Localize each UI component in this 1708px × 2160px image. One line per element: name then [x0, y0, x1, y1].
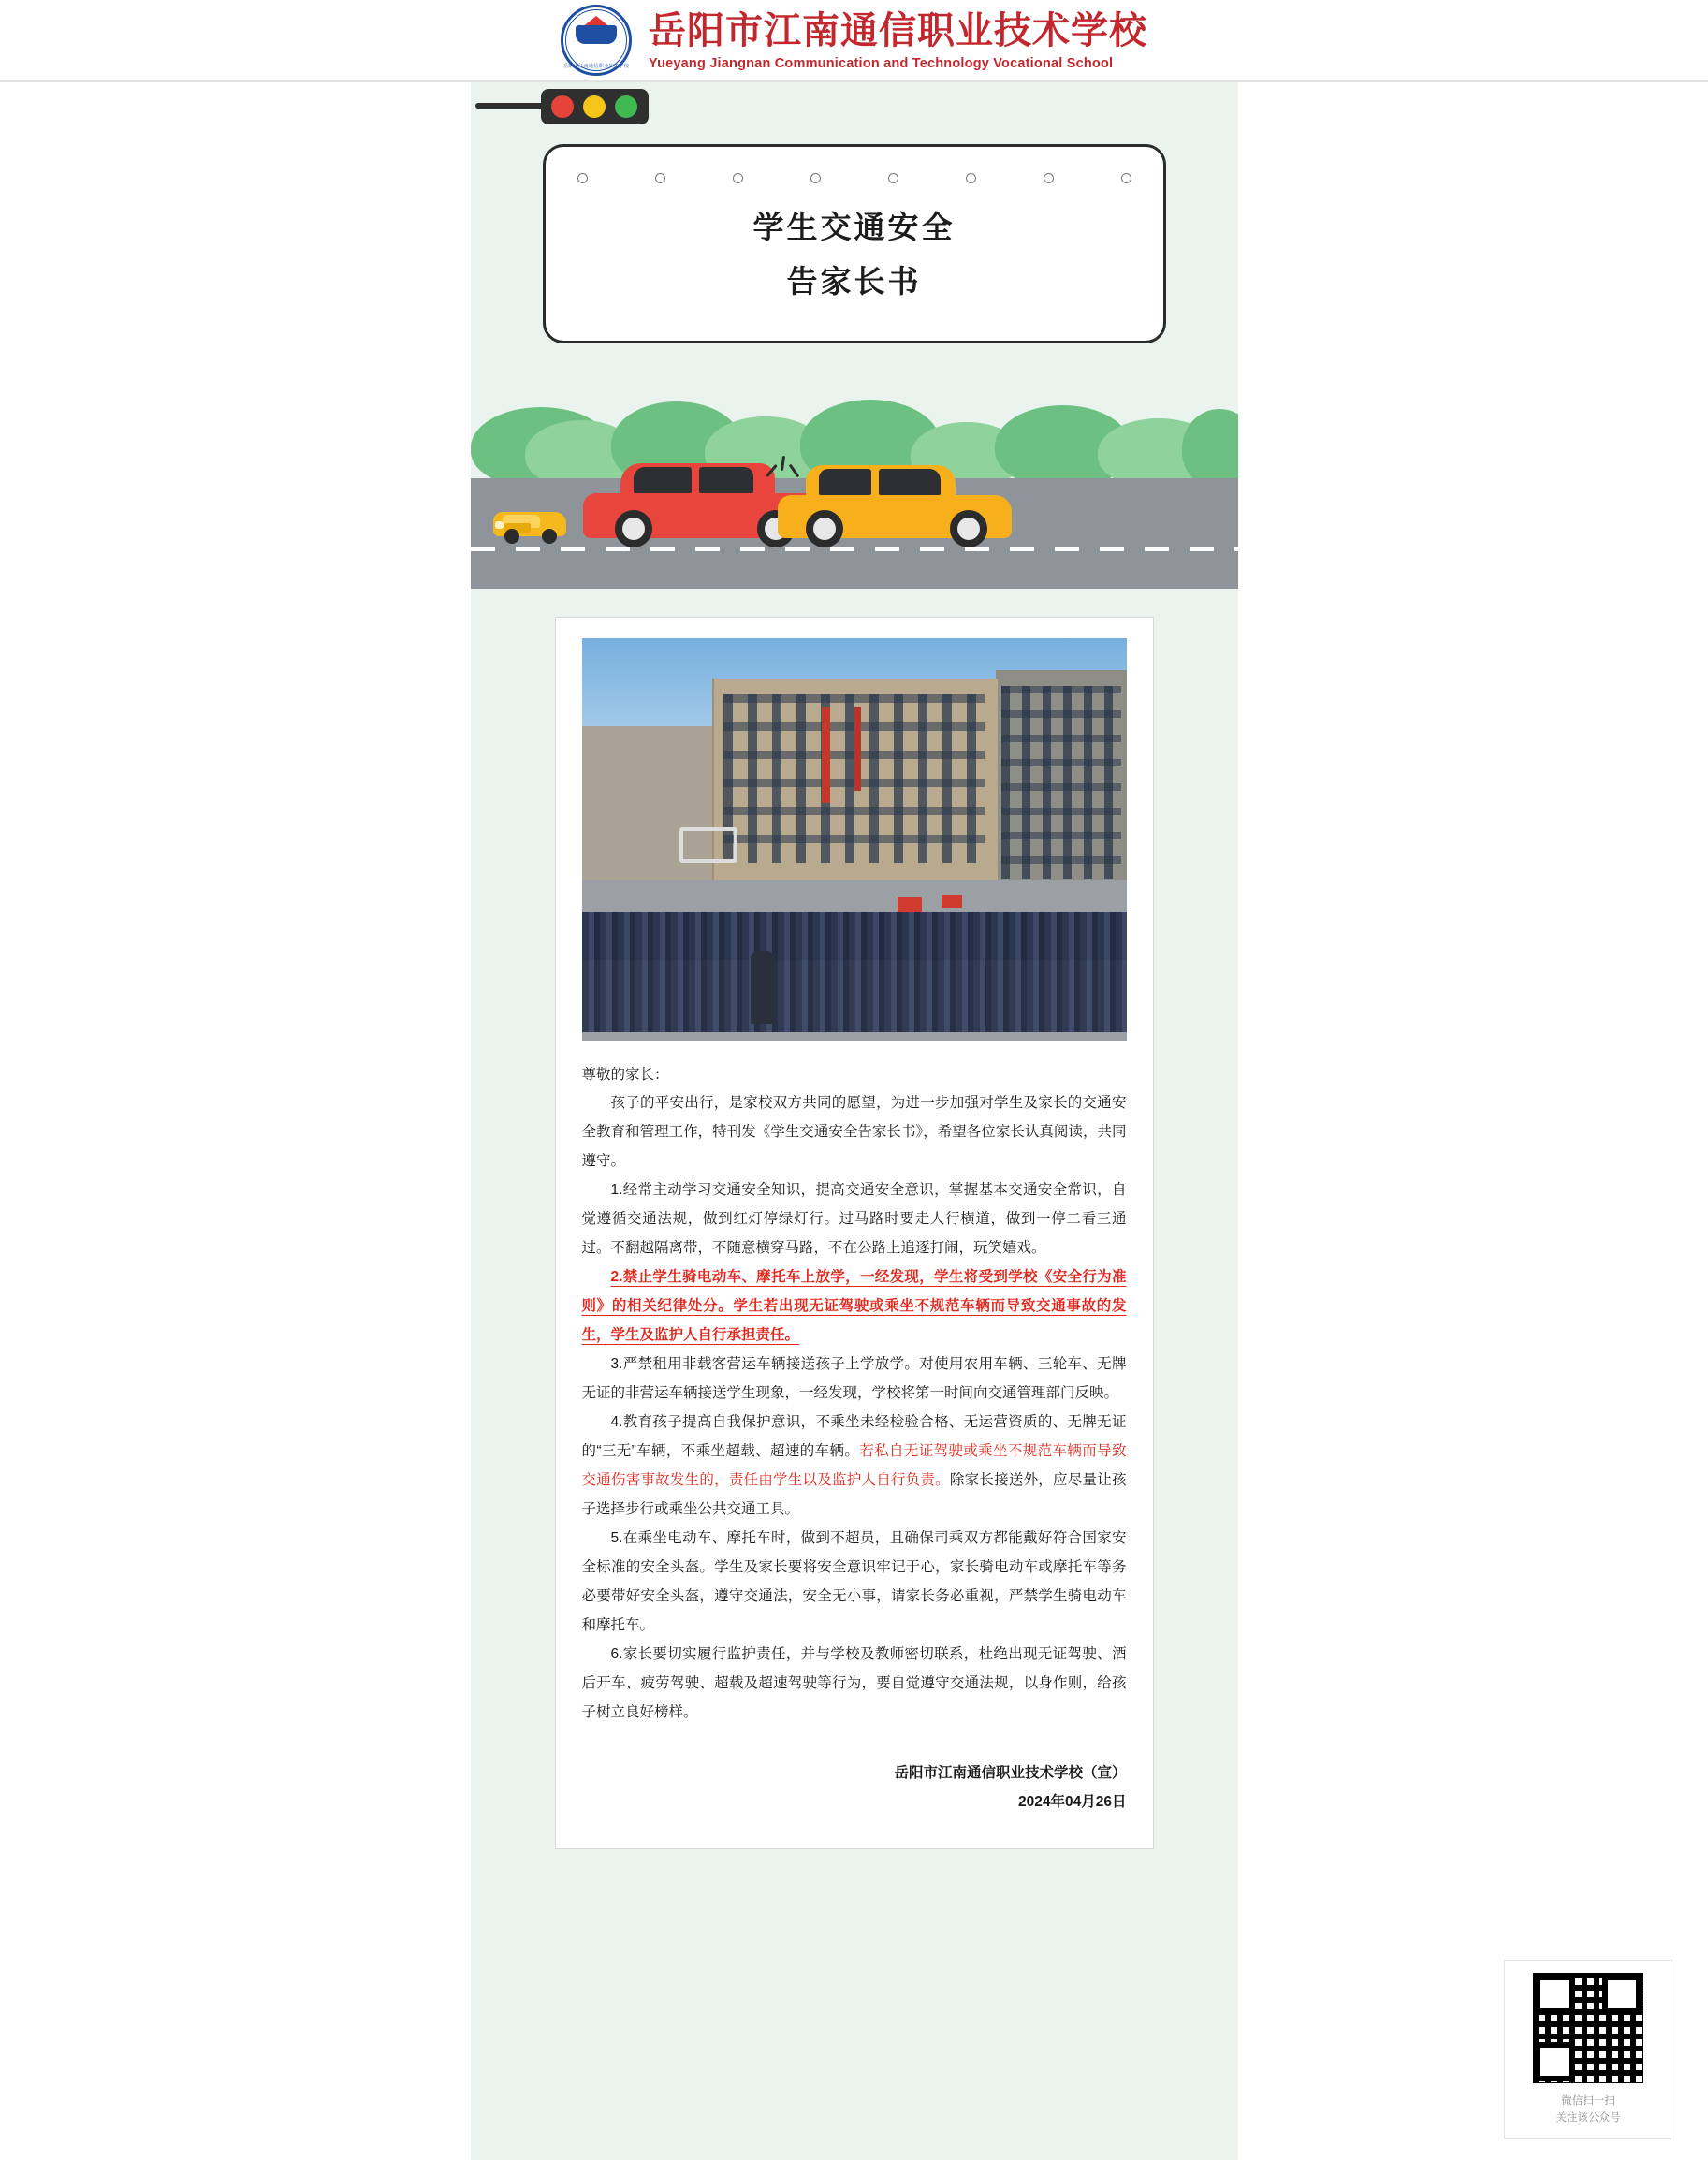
- letter-paragraph-intro: 孩子的平安出行，是家校双方共同的愿望，为进一步加强对学生及家长的交通安全教育和管理工作，特刊发《学生交通安全告家长书》，希望各位家长认真阅读，共同遵守。: [581, 1094, 1127, 1169]
- school-names: [649, 9, 1147, 71]
- signature-block: [582, 1759, 1127, 1817]
- qr-caption-line2: 关注该公众号: [1555, 2112, 1621, 2124]
- school-name-en: Yueyang Jiangnan Communication and Technology Vocational School: [649, 56, 1114, 71]
- letter-card: [555, 617, 1154, 1849]
- qr-code-icon: [1533, 1973, 1643, 2083]
- school-logo-icon: [561, 5, 632, 76]
- para4-highlight: 若私自无证驾驶或乘坐不规范车辆而导致交通伤害事故发生的，责任由学生以及监护人自行负责。: [581, 1442, 1127, 1488]
- letter-paragraph-3: 3.严禁租用非载客营运车辆接送孩子上学放学。对使用农用车辆、三轮车、无牌无证的非营运车辆接送学生现象，一经发现，学校将第一时间向交通管理部门反映。: [581, 1355, 1127, 1401]
- green-light-icon: [615, 95, 637, 118]
- site-header: [0, 0, 1708, 82]
- traffic-light-box: [541, 89, 649, 124]
- small-yellow-car-icon: [493, 501, 566, 544]
- signature-date: 2024年04月26日: [1018, 1793, 1127, 1810]
- qr-caption-line1: 微信扫一扫: [1561, 2094, 1615, 2107]
- screw-icon: [966, 173, 976, 183]
- poster-title-line1: 学生交通安全: [752, 210, 956, 244]
- para4-text-before: 4.教育孩子提高自我保护意识，不乘坐未经检验合格、无运营资质的、无牌无证的“三无”车辆，不乘坐超载、超速的车辆。: [581, 1413, 1127, 1459]
- letter-paragraph-1: 1.经常主动学习交通安全知识，提高交通安全意识，掌握基本交通安全常识，自觉遵循交通法规，做到红灯停绿灯行。过马路时要走人行横道，做到一停二看三通过。不翻越隔离带，不随意横穿马路，不在公路上追逐打闹，玩笑嬉戏。: [581, 1181, 1127, 1256]
- article-body: [471, 82, 1238, 2160]
- letter-paragraph-4: [582, 1408, 1127, 1524]
- screw-icon: [655, 173, 665, 183]
- letter-paragraph-2: 2.禁止学生骑电动车、摩托车上放学，一经发现，学生将受到学校《安全行为准则》的相关纪律处分。学生若出现无证驾驶或乘坐不规范车辆而导致交通事故的发生，学生及监护人自行承担责任。: [581, 1268, 1127, 1343]
- road-scene-illustration: [471, 355, 1238, 589]
- letter-paragraph-6: 6.家长要切实履行监护责任，并与学校及教师密切联系，杜绝出现无证驾驶、酒后开车、疲劳驾驶、超载及超速驾驶等行为，要自觉遵守交通法规，以身作则，给孩子树立良好榜样。: [581, 1645, 1127, 1720]
- header-inner: [561, 5, 1147, 76]
- screw-icon: [1044, 173, 1054, 183]
- plate-screws: [546, 173, 1163, 183]
- bush-shape: [1182, 409, 1238, 488]
- screw-icon: [577, 173, 588, 183]
- para4-text-after: 除家长接送外，应尽量让孩子选择步行或乘坐公共交通工具。: [581, 1471, 1127, 1517]
- letter-paragraph-5: 5.在乘坐电动车、摩托车时，做到不超员，且确保司乘双方都能戴好符合国家安全标准的安全头盔。学生及家长要将安全意识牢记于心，家长骑电动车或摩托车等务必要带好安全头盔，遵守交通法，安全无小事，请家长务必重视，严禁学生骑电动车和摩托车。: [581, 1529, 1127, 1633]
- school-assembly-photo: [582, 638, 1127, 1041]
- yellow-car-icon: [778, 458, 1012, 547]
- screw-icon: [888, 173, 898, 183]
- logo-text: 岳阳市江南通信职业技术学校: [562, 64, 630, 69]
- qr-caption: [1556, 2093, 1621, 2127]
- poster-title-plate: [543, 144, 1166, 343]
- school-name-cn: 岳阳市江南通信职业技术学校: [649, 10, 1147, 51]
- signature-organization: 岳阳市江南通信职业技术学校（宣）: [894, 1764, 1127, 1781]
- screw-icon: [810, 173, 821, 183]
- letter-salutation: 尊敬的家长：: [581, 1066, 669, 1083]
- yellow-light-icon: [583, 95, 606, 118]
- wechat-qr-widget[interactable]: [1504, 1960, 1672, 2139]
- poster-title-line2: 告家长书: [786, 263, 922, 299]
- screw-icon: [733, 173, 743, 183]
- collision-icon: [766, 448, 804, 480]
- traffic-light-decoration: [471, 82, 1238, 139]
- screw-icon: [1121, 173, 1131, 183]
- red-light-icon: [551, 95, 574, 118]
